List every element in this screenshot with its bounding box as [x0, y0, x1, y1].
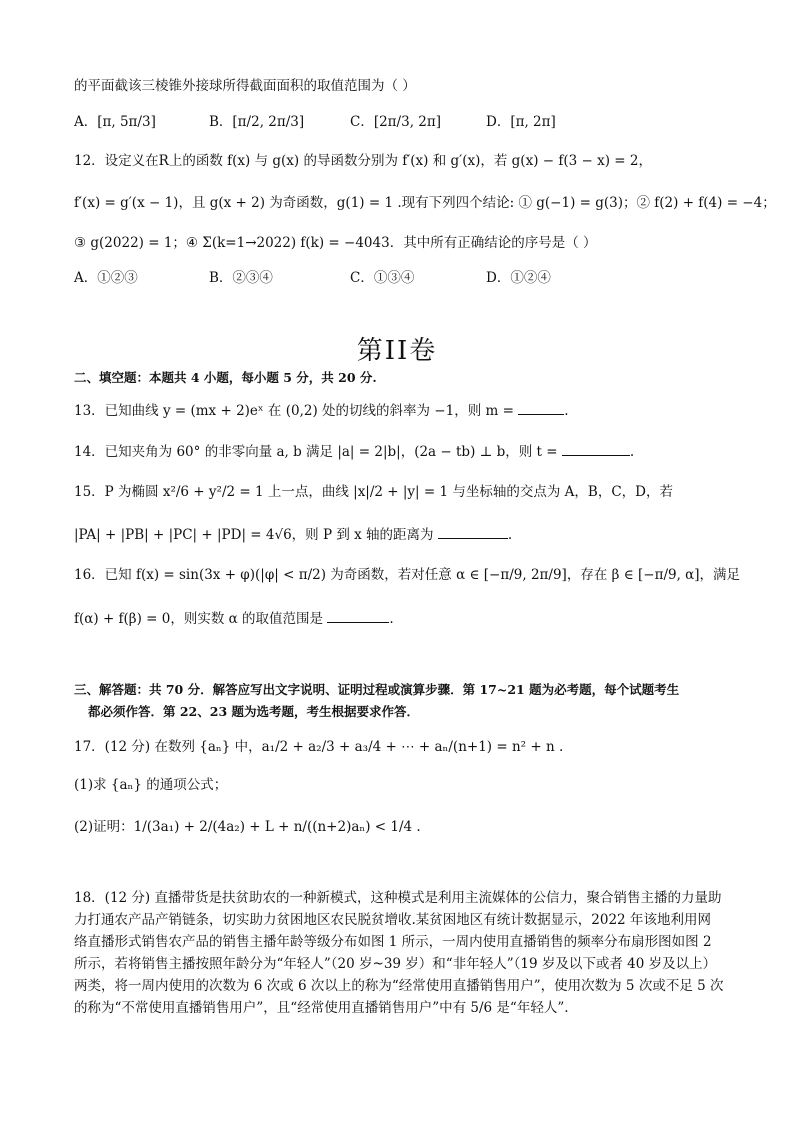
q11-option-c: C．[2π/3, 2π] [350, 114, 442, 130]
q15-line-1: 15．P 为椭圆 x²/6 + y²/2 = 1 上一点，曲线 |x|/2 + |y| = 1 与坐标轴的交点为 A，B，C，D，若 [74, 484, 673, 500]
q16-line-1: 16．已知 f(x) = sin(3x + φ)(|φ| < π/2) 为奇函数，若对任意 α ∈ [−π/9, 2π/9]，存在 β ∈ [−π/9, α]，满足 [74, 567, 741, 583]
q11-tail-line: 的平面截该三棱锥外接球所得截面面积的取值范围为（ ） [74, 78, 416, 94]
q16-text: f(α) + f(β) = 0，则实数 α 的取值范围是 [74, 611, 324, 627]
section-heading: 第II卷 [356, 336, 438, 366]
q17-stem: 17．(12 分) 在数列 {aₙ} 中，a₁/2 + a₂/3 + a₃/4 + ⋯ + aₙ/(n+1) = n² + n . [74, 739, 564, 755]
solve-heading-line-1: 三、解答题：共 70 分．解答应写出文字说明、证明过程或演算步骤．第 17~21 题为必考题，每个试题考生 [74, 682, 680, 697]
q14-answer-blank[interactable] [562, 441, 630, 456]
q12-line-2: f′(x) = g′(x − 1)，且 g(x + 2) 为奇函数，g(1) = 1 .现有下列四个结论: ① g(−1) = g(3)；② f(2) + f(4) = −4； [74, 195, 776, 211]
q13-answer-blank[interactable] [518, 400, 564, 415]
fill-in-heading: 二、填空题：本题共 4 小题，每小题 5 分，共 20 分. [74, 370, 377, 385]
q12-option-c: C．①③④ [350, 270, 415, 286]
q11-option-a: A．[π, 5π/3] [74, 114, 156, 130]
q18-paragraph: 18．(12 分) 直播带货是扶贫助农的一种新模式，这种模式是利用主流媒体的公信力，聚合销售主播的力量助力打通农产品产销链条，切实助力贫困地区农民脱贫增收.某贫困地区有统计数据显示，2022 年该地利用网络直播形式销售农产品的销售主播年龄等级分布如图 1 所示，一周内使用直播销售的频率分布扇形图如图 2 所示，若将销售主播按照年龄分为“年轻人”（20 岁~39 岁）和“非年轻人”（19 岁及以下或者 40 岁及以上）两类，将一周内使用的次数为 6 次或 6 次以上的称为“经常使用直播销售用户”，使用次数为 5 次或不足 5 次的称为“不常使用直播销售用户”，且“经常使用直播销售用户”中有 5/6 是“年轻人”. [74, 890, 724, 1016]
q13-line: 13．已知曲线 y = (mx + 2)eˣ 在 (0,2) 处的切线的斜率为 −1，则 m = . [74, 400, 569, 420]
q12-option-d: D．①②④ [486, 270, 551, 286]
q16-answer-blank[interactable] [327, 608, 389, 623]
q12-line-3: ③ g(2022) = 1；④ Σ(k=1→2022) f(k) = −4043．其中所有正确结论的序号是（ ） [74, 235, 597, 251]
q12-option-b: B．②③④ [209, 270, 273, 286]
q12-line-1: 12．设定义在R上的函数 f(x) 与 g(x) 的导函数分别为 f′(x) 和 g′(x)，若 g(x) − f(3 − x) = 2， [74, 153, 652, 169]
q12-option-a: A．①②③ [74, 270, 138, 286]
q13-text: 13．已知曲线 y = (mx + 2)eˣ 在 (0,2) 处的切线的斜率为 −1，则 m = [74, 403, 514, 419]
q11-option-d: D．[π, 2π] [486, 114, 556, 130]
q11-option-b: B．[π/2, 2π/3] [209, 114, 305, 130]
q16-line-2: f(α) + f(β) = 0，则实数 α 的取值范围是 . [74, 608, 394, 628]
q17-part-1: (1)求 {aₙ} 的通项公式； [74, 777, 228, 793]
q14-line: 14．已知夹角为 60° 的非零向量 a, b 满足 |a| = 2|b|，(2a − tb) ⊥ b，则 t = . [74, 441, 634, 461]
q17-part-2: (2)证明：1/(3a₁) + 2/(4a₂) + L + n/((n+2)aₙ) < 1/4 . [74, 819, 421, 835]
q14-text: 14．已知夹角为 60° 的非零向量 a, b 满足 |a| = 2|b|，(2a − tb) ⊥ b，则 t = [74, 444, 558, 460]
q15-line-2: |PA| + |PB| + |PC| + |PD| = 4√6，则 P 到 x 轴的距离为 . [74, 524, 512, 544]
q15-text: |PA| + |PB| + |PC| + |PD| = 4√6，则 P 到 x 轴的距离为 [74, 527, 434, 543]
solve-heading-line-2: 都必须作答．第 22、23 题为选考题，考生根据要求作答． [88, 704, 419, 719]
q15-answer-blank[interactable] [438, 524, 508, 539]
